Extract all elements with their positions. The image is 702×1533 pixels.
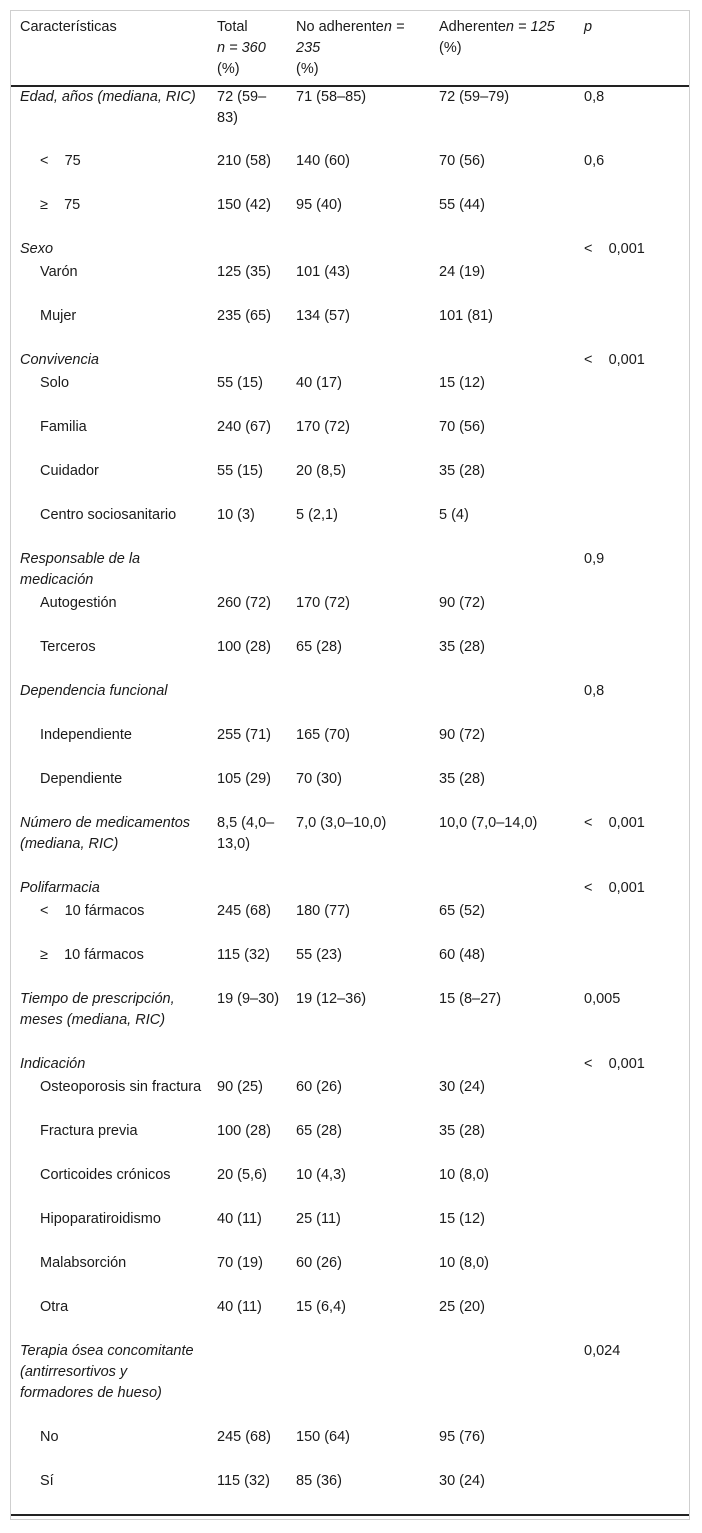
cell-p: < 0,001 bbox=[584, 815, 645, 831]
cell-adherente bbox=[431, 549, 577, 593]
cell-adherente: 10 (8,0) bbox=[439, 1255, 489, 1271]
header-p bbox=[577, 11, 689, 86]
cell-p: 0,024 bbox=[584, 1343, 621, 1359]
cell-total bbox=[209, 1054, 288, 1077]
cell-no-adherente: 60 (26) bbox=[296, 1255, 342, 1271]
cell-p bbox=[577, 725, 689, 769]
cell-no-adherente bbox=[288, 681, 431, 725]
cell-adherente: 95 (76) bbox=[439, 1429, 485, 1445]
cell-p: < 0,001 bbox=[584, 1056, 645, 1072]
cell-adherente bbox=[431, 239, 577, 262]
header-row bbox=[11, 11, 689, 86]
row-label: Polifarmacia bbox=[20, 880, 100, 896]
table-row bbox=[11, 239, 689, 262]
cell-p bbox=[577, 1209, 689, 1253]
cell-adherente bbox=[431, 1341, 577, 1427]
cell-adherente: 90 (72) bbox=[439, 595, 485, 611]
cell-adherente bbox=[431, 878, 577, 901]
cell-no-adherente: 65 (28) bbox=[296, 639, 342, 655]
cell-total: 8,5 (4,0–13,0) bbox=[217, 815, 275, 852]
row-label: Tiempo de prescripción, meses (mediana, RIC) bbox=[20, 991, 175, 1028]
cell-no-adherente: 5 (2,1) bbox=[296, 507, 338, 523]
cell-p: 0,9 bbox=[584, 551, 605, 567]
cell-p: 0,005 bbox=[584, 991, 621, 1007]
table-row bbox=[11, 86, 689, 151]
cell-total bbox=[209, 350, 288, 373]
cell-total: 55 (15) bbox=[217, 463, 263, 479]
table-row bbox=[11, 461, 689, 505]
cell-total: 255 (71) bbox=[217, 727, 272, 743]
header-adherente-n: n = 125 bbox=[505, 19, 555, 35]
cell-total: 245 (68) bbox=[217, 1429, 272, 1445]
cell-no-adherente: 40 (17) bbox=[296, 375, 342, 391]
row-label: Dependencia funcional bbox=[20, 683, 168, 699]
cell-total: 125 (35) bbox=[217, 264, 272, 280]
header-adherente-label: Adherente bbox=[439, 19, 506, 35]
header-adherente-pct: (%) bbox=[439, 40, 462, 56]
table-row bbox=[11, 1427, 689, 1471]
cell-no-adherente bbox=[288, 1054, 431, 1077]
row-label: Terceros bbox=[40, 639, 96, 655]
header-adherente bbox=[431, 11, 577, 86]
header-no-adherente-pct: (%) bbox=[296, 61, 319, 77]
cell-adherente: 35 (28) bbox=[439, 1123, 485, 1139]
cell-no-adherente: 134 (57) bbox=[296, 308, 351, 324]
row-label: Centro sociosanitario bbox=[40, 507, 177, 523]
cell-no-adherente bbox=[288, 350, 431, 373]
cell-total bbox=[209, 878, 288, 901]
table-row bbox=[11, 1054, 689, 1077]
row-label: Otra bbox=[40, 1299, 69, 1315]
cell-p: < 0,001 bbox=[584, 352, 645, 368]
cell-total: 90 (25) bbox=[217, 1079, 263, 1095]
table-row bbox=[11, 725, 689, 769]
cell-p bbox=[577, 417, 689, 461]
cell-total: 105 (29) bbox=[217, 771, 272, 787]
cell-adherente: 70 (56) bbox=[439, 153, 485, 169]
row-label: Corticoides crónicos bbox=[40, 1167, 171, 1183]
cell-total: 245 (68) bbox=[217, 903, 272, 919]
cell-total: 260 (72) bbox=[217, 595, 272, 611]
cell-total: 10 (3) bbox=[217, 507, 255, 523]
row-label: ≥ 75 bbox=[40, 197, 81, 213]
cell-adherente: 15 (12) bbox=[439, 1211, 485, 1227]
cell-adherente: 35 (28) bbox=[439, 639, 485, 655]
table-row bbox=[11, 306, 689, 350]
cell-no-adherente: 140 (60) bbox=[296, 153, 351, 169]
cell-adherente: 5 (4) bbox=[439, 507, 469, 523]
row-label: Responsable de la medicación bbox=[20, 551, 141, 588]
cell-p: 0,8 bbox=[584, 683, 605, 699]
row-label: Terapia ósea concomitante (antirresortivos y formadores de hueso) bbox=[20, 1343, 194, 1401]
cell-adherente: 10 (8,0) bbox=[439, 1167, 489, 1183]
row-label: Convivencia bbox=[20, 352, 99, 368]
header-total-label: Total bbox=[217, 19, 248, 35]
cell-p bbox=[577, 1297, 689, 1341]
table-row bbox=[11, 1121, 689, 1165]
cell-no-adherente: 101 (43) bbox=[296, 264, 351, 280]
row-label: Osteoporosis sin fractura bbox=[40, 1079, 202, 1095]
row-label: No bbox=[40, 1429, 59, 1445]
table-row bbox=[11, 1471, 689, 1515]
cell-p bbox=[577, 262, 689, 306]
cell-adherente: 35 (28) bbox=[439, 771, 485, 787]
cell-p bbox=[577, 1471, 689, 1515]
cell-adherente: 15 (12) bbox=[439, 375, 485, 391]
cell-adherente bbox=[431, 350, 577, 373]
cell-p bbox=[577, 1121, 689, 1165]
cell-total: 100 (28) bbox=[217, 639, 272, 655]
cell-no-adherente: 170 (72) bbox=[296, 419, 351, 435]
cell-total: 100 (28) bbox=[217, 1123, 272, 1139]
cell-total bbox=[209, 239, 288, 262]
header-caracteristicas-text: Características bbox=[20, 19, 117, 35]
table-row bbox=[11, 1341, 689, 1427]
cell-total: 40 (11) bbox=[217, 1299, 262, 1315]
row-label: Solo bbox=[40, 375, 70, 391]
table-row bbox=[11, 151, 689, 195]
table-row bbox=[11, 417, 689, 461]
cell-total bbox=[209, 1341, 288, 1427]
table-header bbox=[11, 11, 689, 86]
table-row bbox=[11, 373, 689, 417]
cell-p bbox=[577, 637, 689, 681]
row-label: Sí bbox=[40, 1473, 54, 1489]
table-row bbox=[11, 945, 689, 989]
table-row bbox=[11, 505, 689, 549]
cell-adherente bbox=[431, 1054, 577, 1077]
cell-no-adherente: 60 (26) bbox=[296, 1079, 342, 1095]
cell-p bbox=[577, 461, 689, 505]
cell-no-adherente: 70 (30) bbox=[296, 771, 342, 787]
cell-adherente: 30 (24) bbox=[439, 1473, 485, 1489]
row-label: Familia bbox=[40, 419, 87, 435]
cell-no-adherente: 71 (58–85) bbox=[296, 89, 367, 105]
cell-p: 0,6 bbox=[584, 153, 605, 169]
cell-p bbox=[577, 306, 689, 350]
cell-p bbox=[577, 593, 689, 637]
table-row bbox=[11, 1209, 689, 1253]
cell-total: 72 (59–83) bbox=[217, 89, 267, 126]
row-label: Hipoparatiroidismo bbox=[40, 1211, 161, 1227]
row-label: Sexo bbox=[20, 241, 54, 257]
header-caracteristicas bbox=[11, 11, 209, 86]
table-row bbox=[11, 878, 689, 901]
table-row bbox=[11, 549, 689, 593]
table-body bbox=[11, 86, 689, 1515]
cell-p bbox=[577, 769, 689, 813]
cell-total: 19 (9–30) bbox=[217, 991, 280, 1007]
table-row bbox=[11, 1165, 689, 1209]
row-label: Dependiente bbox=[40, 771, 123, 787]
cell-adherente: 25 (20) bbox=[439, 1299, 485, 1315]
cell-total bbox=[209, 681, 288, 725]
cell-total: 115 (32) bbox=[217, 1473, 270, 1489]
row-label: Varón bbox=[40, 264, 78, 280]
row-label: Autogestión bbox=[40, 595, 117, 611]
cell-no-adherente: 55 (23) bbox=[296, 947, 342, 963]
cell-p bbox=[577, 373, 689, 417]
characteristics-table bbox=[11, 11, 689, 1516]
cell-no-adherente: 20 (8,5) bbox=[296, 463, 346, 479]
header-total bbox=[209, 11, 288, 86]
cell-no-adherente: 170 (72) bbox=[296, 595, 351, 611]
cell-total: 20 (5,6) bbox=[217, 1167, 267, 1183]
cell-adherente: 30 (24) bbox=[439, 1079, 485, 1095]
cell-total: 210 (58) bbox=[217, 153, 272, 169]
row-label: Indicación bbox=[20, 1056, 86, 1072]
row-label: Número de medicamentos (mediana, RIC) bbox=[20, 815, 191, 852]
cell-adherente: 24 (19) bbox=[439, 264, 485, 280]
cell-adherente: 101 (81) bbox=[439, 308, 494, 324]
cell-no-adherente: 180 (77) bbox=[296, 903, 351, 919]
cell-p bbox=[577, 195, 689, 239]
cell-adherente: 90 (72) bbox=[439, 727, 485, 743]
cell-no-adherente: 165 (70) bbox=[296, 727, 351, 743]
table-row bbox=[11, 1253, 689, 1297]
row-label: Edad, años (mediana, RIC) bbox=[20, 89, 196, 105]
cell-adherente: 65 (52) bbox=[439, 903, 485, 919]
table-row bbox=[11, 989, 689, 1054]
cell-no-adherente: 19 (12–36) bbox=[296, 991, 367, 1007]
table-row bbox=[11, 637, 689, 681]
cell-adherente: 10,0 (7,0–14,0) bbox=[439, 815, 538, 831]
cell-adherente bbox=[431, 681, 577, 725]
cell-adherente: 55 (44) bbox=[439, 197, 485, 213]
cell-adherente: 60 (48) bbox=[439, 947, 485, 963]
cell-adherente: 35 (28) bbox=[439, 463, 485, 479]
cell-no-adherente bbox=[288, 878, 431, 901]
cell-p bbox=[577, 1427, 689, 1471]
cell-no-adherente: 95 (40) bbox=[296, 197, 342, 213]
cell-total: 115 (32) bbox=[217, 947, 270, 963]
cell-p: < 0,001 bbox=[584, 880, 645, 896]
cell-total: 235 (65) bbox=[217, 308, 272, 324]
header-p-text: p bbox=[584, 19, 593, 35]
cell-no-adherente: 85 (36) bbox=[296, 1473, 342, 1489]
cell-no-adherente: 7,0 (3,0–10,0) bbox=[296, 815, 387, 831]
cell-no-adherente: 10 (4,3) bbox=[296, 1167, 346, 1183]
cell-no-adherente: 15 (6,4) bbox=[296, 1299, 346, 1315]
row-label: Mujer bbox=[40, 308, 77, 324]
cell-adherente: 70 (56) bbox=[439, 419, 485, 435]
cell-adherente: 15 (8–27) bbox=[439, 991, 502, 1007]
row-label: ≥ 10 fármacos bbox=[40, 947, 144, 963]
cell-p bbox=[577, 1165, 689, 1209]
table-row bbox=[11, 195, 689, 239]
cell-p bbox=[577, 505, 689, 549]
cell-no-adherente: 65 (28) bbox=[296, 1123, 342, 1139]
row-label: Malabsorción bbox=[40, 1255, 127, 1271]
row-label: < 75 bbox=[40, 153, 81, 169]
header-total-n: n = 360 bbox=[217, 40, 266, 56]
cell-no-adherente bbox=[288, 1341, 431, 1427]
cell-no-adherente: 150 (64) bbox=[296, 1429, 351, 1445]
header-no-adherente bbox=[288, 11, 431, 86]
cell-total: 240 (67) bbox=[217, 419, 272, 435]
cell-no-adherente: 25 (11) bbox=[296, 1211, 341, 1227]
row-label: Independiente bbox=[40, 727, 132, 743]
table-row bbox=[11, 1297, 689, 1341]
cell-total: 150 (42) bbox=[217, 197, 272, 213]
table-row bbox=[11, 681, 689, 725]
header-no-adherente-label: No adherente bbox=[296, 19, 384, 35]
cell-p: 0,8 bbox=[584, 89, 605, 105]
cell-total: 40 (11) bbox=[217, 1211, 262, 1227]
cell-total: 70 (19) bbox=[217, 1255, 263, 1271]
header-total-pct: (%) bbox=[217, 61, 240, 77]
cell-p bbox=[577, 1077, 689, 1121]
table-row bbox=[11, 262, 689, 306]
table-row bbox=[11, 1077, 689, 1121]
cell-total bbox=[209, 549, 288, 593]
table-row bbox=[11, 901, 689, 945]
table-row bbox=[11, 350, 689, 373]
row-label: Cuidador bbox=[40, 463, 99, 479]
cell-p bbox=[577, 1253, 689, 1297]
cell-total: 55 (15) bbox=[217, 375, 263, 391]
cell-no-adherente bbox=[288, 549, 431, 593]
table-row bbox=[11, 769, 689, 813]
table-row bbox=[11, 593, 689, 637]
row-label: < 10 fármacos bbox=[40, 903, 145, 919]
table-row bbox=[11, 813, 689, 878]
cell-p: < 0,001 bbox=[584, 241, 645, 257]
cell-no-adherente bbox=[288, 239, 431, 262]
cell-adherente: 72 (59–79) bbox=[439, 89, 510, 105]
header-no-adherente-n: n = 235 bbox=[296, 19, 405, 56]
cell-p bbox=[577, 901, 689, 945]
row-label: Fractura previa bbox=[40, 1123, 138, 1139]
cell-p bbox=[577, 945, 689, 989]
